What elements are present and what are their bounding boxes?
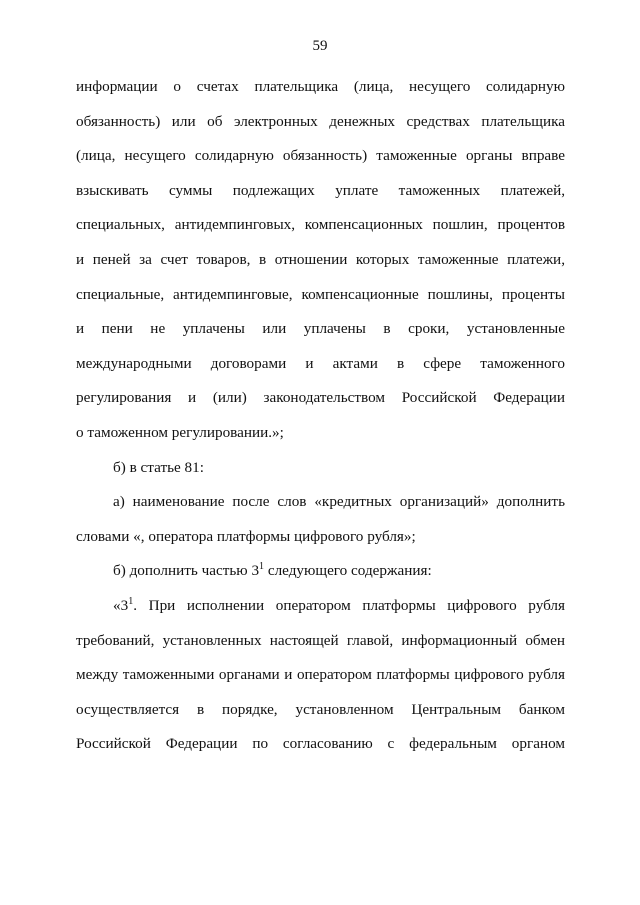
text-line: словами «, оператора платформы цифрового рубля»; xyxy=(76,527,416,545)
superscript: 1 xyxy=(128,595,134,607)
text-line: регулирования и (или) законодательством Российской Федерации xyxy=(76,389,565,407)
text-line: взыскивать суммы подлежащих уплате таможенных платежей, xyxy=(76,181,565,199)
superscript: 1 xyxy=(259,561,265,573)
text-line xyxy=(76,560,565,595)
text-line: и пеней за счет товаров, в отношении которых таможенные платежи, xyxy=(76,250,565,268)
text-line: а) наименование после слов «кредитных организаций» дополнить xyxy=(113,493,565,511)
text-line: осуществляется в порядке, установленном Центральным банком xyxy=(76,700,565,718)
document-body xyxy=(76,76,565,768)
text-line: о таможенном регулировании.»; xyxy=(76,423,284,441)
text-fragment: . При исполнении оператором платформы цифрового рубля xyxy=(133,596,565,614)
text-line xyxy=(76,595,565,630)
text-fragment: «3 xyxy=(113,596,129,614)
text-line: между таможенными органами и оператором платформы цифрового рубля xyxy=(76,666,565,684)
text-line: международными договорами и актами в сфере таможенного xyxy=(76,354,565,372)
text-line: требований, установленных настоящей главой, информационный обмен xyxy=(76,631,565,649)
text-line: информации о счетах плательщика (лица, несущего солидарную xyxy=(76,78,565,95)
text-line: (лица, несущего солидарную обязанность) таможенные органы вправе xyxy=(76,147,565,165)
text-line: специальных, антидемпинговых, компенсационных пошлин, процентов xyxy=(76,216,565,234)
text-fragment: б) дополнить частью 3 xyxy=(113,562,260,580)
text-line: Российской Федерации по согласованию с федеральным органом xyxy=(76,735,565,753)
text-line: б) в статье 81: xyxy=(113,458,204,476)
text-line: обязанность) или об электронных денежных средствах плательщика xyxy=(76,112,565,130)
text-fragment: следующего содержания: xyxy=(264,562,432,580)
text-line: специальные, антидемпинговые, компенсационные пошлины, проценты xyxy=(76,285,565,303)
page-number: 59 xyxy=(312,38,328,54)
text-line: и пени не уплачены или уплачены в сроки, установленные xyxy=(76,320,565,338)
